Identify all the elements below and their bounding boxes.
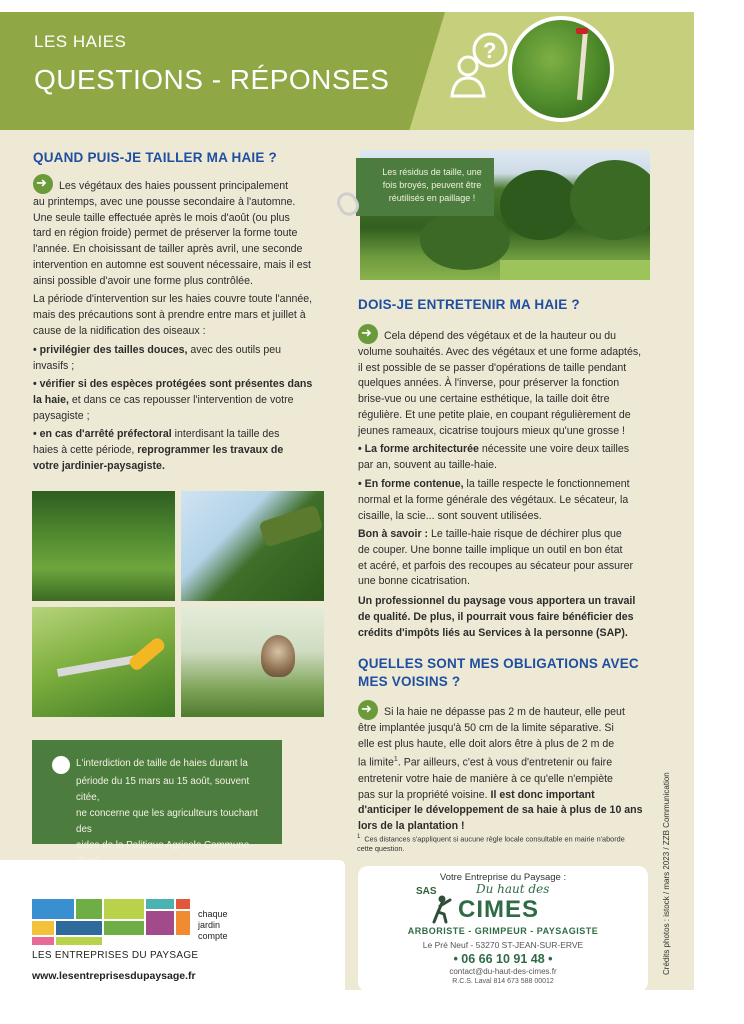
top-margin [0, 0, 744, 12]
logo-tagline: chaque jardin compte [198, 909, 228, 941]
question-person-icon [446, 26, 516, 102]
section2-heading: DOIS-JE ENTRETENIR MA HAIE ? [358, 297, 580, 312]
section1-bullet2: • vérifier si des espèces protégées sont présentes dans la haie, et dans ce cas repousser l'intervention de votre paysagiste ; [33, 378, 313, 422]
vendor-card [358, 866, 648, 992]
section2-tip: Bon à savoir : Le taille-haie risque de déchirer plus que de couper. Une bonne taille implique un outil en bon état et acéré, et parfois des recoupes au sécateur pour assurer une bonne cicatrisation. [358, 528, 634, 588]
vendor-trades: ARBORISTE - GRIMPEUR - PAYSAGISTE [407, 926, 599, 936]
svg-text:?: ? [483, 38, 497, 63]
section1-paragraph1: ➜Les végétaux des haies poussent principalement au printemps, avec une pousse secondaire à l'automne. Une seule taille effectuée après le mois d'août (ou plus tard en région froide) permet de préserver la forme toute l'année. En choisissant de tailler après avril, une seconde intervention en automne est souvent nécessaire, mais il est ainsi possible d'avoir une forme plus contrôlée. [33, 174, 333, 290]
header-hedge-photo [508, 16, 614, 122]
warning-icon: ! [52, 756, 70, 774]
vendor-phone[interactable]: • 06 66 10 91 48 • [453, 952, 553, 966]
arrow-right-icon [33, 174, 53, 194]
header-title-big: QUESTIONS - RÉPONSES [34, 64, 390, 95]
section1-heading: QUAND PUIS-JE TAILLER MA HAIE ? [33, 150, 277, 165]
caption-box: Les résidus de taille, une fois broyés, peuvent être réutilisés en paillage ! [356, 158, 494, 216]
vendor-name: CIMES [458, 896, 540, 923]
section2-bullet1: • La forme architecturée nécessite une voire deux tailles par an, souvent au taille-haie. [358, 443, 630, 471]
climber-icon [428, 894, 454, 924]
footnote: $^1$ Ces distances s'appliquent si aucune règle locale consultable en mairie n'aborde cette question. [357, 834, 625, 854]
arrow-right-icon [358, 700, 378, 720]
vendor-sas: SAS [416, 886, 437, 897]
notice-box: ! L'interdiction de taille de haies durant la période du 15 mars au 15 août, souvent citée, ne concerne que les agriculteurs touchant des aides de la Politique Agricole Commune [32, 740, 282, 844]
section1-bullet3: • en cas d'arrêté préfectoral interdisant la taille des haies à cette période, reprogrammer les travaux de votre jardinier-paysagiste. [33, 428, 284, 472]
section2-paragraph1: ➜Cela dépend des végétaux et de la hauteur ou du volume souhaités. Avec des végétaux et une forme adaptés, il est possible de se passer d'opérations de taille pendant quelques années. À l'inverse, pour préserver la fonction brise-vue ou une certaine esthétique, la taille doit être régulière. Et une petite plaie, en coupant régulièrement de jeunes rameaux, cicatrise toujours mieux qu'une grosse ! [358, 324, 658, 440]
vendor-subtitle: Du haut des [476, 882, 550, 896]
photo-credits: Crédits photos : istock / mars 2023 / ZZB Communication [662, 772, 671, 975]
section3-paragraph: ➜Si la haie ne dépasse pas 2 m de hauteur, elle peut être implantée jusqu'à 50 cm de la limite séparative. Si elle est plus haute, elle doit alors être à plus de 2 m de la limite$^1$. Par ailleurs, c'est à vous d'entretenir ou faire entretenir votre haie de manière à ce qu'elle n'empiète pas sur la propriété voisine. Il est donc important d'anticiper le développement de sa haie à plus de 10 ans lors de la plantation ! [358, 700, 658, 835]
section1-paragraph2: La période d'intervention sur les haies couvre toute l'année, mais des précautions sont à prendre entre mars et juillet à cause de la nidification des oiseaux : [33, 293, 313, 337]
arrow-right-icon [358, 324, 378, 344]
website-link[interactable]: www.lesentreprisesdupaysage.fr [32, 970, 196, 982]
logo-color-blocks [32, 899, 192, 947]
section2-bullet2: • En forme contenue, la taille respecte le fonctionnement normal et la forme générale des végétaux. Le sécateur, la cisaille, la scie... sont souvent utilisées. [358, 478, 630, 522]
section3-heading: QUELLES SONT MES OBLIGATIONS AVEC MES VOISINS ? [358, 656, 639, 689]
vendor-rcs: R.C.S. Laval 814 673 588 00012 [452, 978, 554, 985]
photo-pruning-shears [32, 607, 175, 717]
photo-hedge-garden [32, 491, 175, 601]
header-title-small: LES HAIES [34, 32, 127, 51]
photo-hedge-trimmer [181, 491, 324, 601]
photo-bird [181, 607, 324, 717]
vendor-heading: Votre Entreprise du Paysage : [439, 872, 567, 883]
vendor-address: Le Pré Neuf - 53270 ST-JEAN-SUR-ERVE [422, 940, 584, 950]
section2-pro-note: Un professionnel du paysage vous apportera un travail de qualité. De plus, il pourrait vous faire bénéficier des crédits d'impôts liés au Services à la personne (SAP). [358, 595, 636, 639]
section1-bullet1: • privilégier des tailles douces, avec des outils peu invasifs ; [33, 344, 282, 372]
vendor-email[interactable]: contact@du-haut-des-cimes.fr [449, 967, 557, 976]
logo-org-name: LES ENTREPRISES DU PAYSAGE [32, 950, 199, 961]
